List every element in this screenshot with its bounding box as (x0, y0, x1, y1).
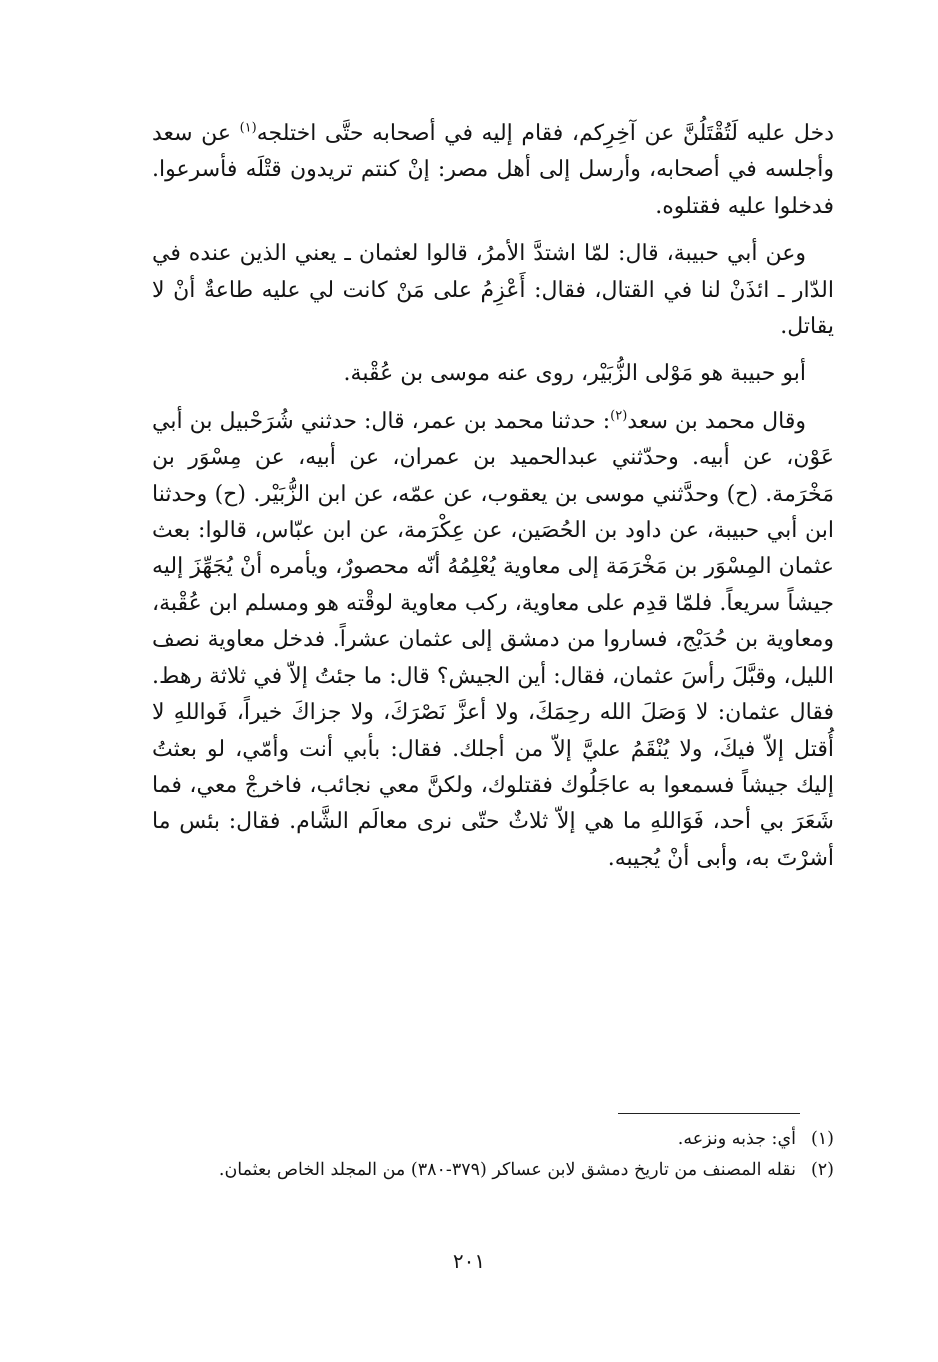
footnote-1-text: أي: جذبه ونزعه. (677, 1129, 796, 1149)
footnote-2-text: نقله المصنف من تاريخ دمشق لابن عساكر (٣٧٩-٣٨٠) من المجلد الخاص بعثمان. (218, 1160, 796, 1180)
footnote-2 (152, 1155, 834, 1186)
paragraph-4-text-b: : حدثنا محمد بن عمر، قال: حدثني شُرَحْبيل بن أبي عَوْن، عن أبيه. وحدّثني عبدالحميد بن عمران، عن أبيه، عن مِسْوَر بن مَخْرَمة. (ح) وحدَّثني موسى بن يعقوب، عن عمّه، عن ابن الزُّبَيْر. (ح) وحدثنا ابن أبي حبيبة، عن داود بن الحُصَين، عن عِكْرَمة، عن ابن عبّاس، قالوا: بعث عثمان المِسْوَر بن مَخْرَمَة إلى معاوية يُعْلِمُهُ أنّه محصورٌ، ويأمره أنْ يُجَهِّزَ إليه جيشاً سريعاً. فلمّا قدِم على معاوية، ركب معاوية لوقْته هو ومسلم ابن عُقْبة، ومعاوية بن حُدَيْج، فساروا من دمشق إلى عثمان عشراً. فدخل معاوية نصف الليل، وقبَّلَ رأسَ عثمان، فقال: أين الجيش؟ قال: ما جئتُ إلاّ في ثلاثة رهط. فقال عثمان: لا وَصَلَ الله رحِمَكَ، ولا أعزَّ نَصْرَكَ، ولا جزاكَ خيراً، فَواللهِ لا أُقتل إلاّ فيكَ، ولا يُنْقَمُ عليَّ إلاّ من أجلك. فقال: بأبي أنت وأمّي، لو بعثتُ إليك جيشاً فسمعوا به عاجَلُوك فقتلوك، ولكنَّ معي نجائب، فاخرجْ معي، فما شَعَرَ بي أحد، فَوَاللهِ ما هي إلاّ ثلاثٌ حتّى نرى معالَم الشَّام. فقال: بئس ما أشرْتَ به، وأبى أنْ يُجيبه. (152, 408, 834, 871)
main-text (152, 116, 834, 888)
paragraph-4-text-a: وقال محمد بن سعد (627, 408, 806, 434)
paragraph-1-text-a: دخل عليه لَتُقْتَلُنَّ عن آخِرِكم، فقام إليه في أصحابه حتَّى اختلجه (256, 121, 834, 146)
footnotes (152, 1124, 834, 1186)
paragraph-1 (152, 116, 834, 225)
page-number: ٢٠١ (452, 1249, 486, 1273)
footnote-ref-1: (١) (239, 120, 257, 136)
footnote-ref-2: (٢) (610, 408, 628, 424)
footnote-1-number: (١) (810, 1129, 834, 1149)
paragraph-1-text-b: عن سعد وأجلسه في أصحابه، وأرسل إلى أهل مصر: إنْ كنتم تريدون قتْلَه فأسرعوا. فدخلوا عليه فقتلوه. (152, 121, 834, 219)
footnote-2-number: (٢) (810, 1160, 834, 1180)
paragraph-3: أبو حبيبة هو مَوْلى الزُّبَيْر، روى عنه موسى بن عُقْبة. (343, 361, 806, 387)
footnote-1 (152, 1124, 834, 1155)
paragraph-4 (152, 404, 834, 877)
paragraph-2: وعن أبي حبيبة، قال: لمّا اشتدَّ الأمرُ، قالوا لعثمان ـ يعني الذين عنده في الدّار ـ ائذَنْ لنا في القتال، فقال: أَعْزِمُ على مَنْ كانت لي عليه طاعةٌ أنْ لا يقاتل. (152, 241, 834, 340)
footnote-separator (618, 1113, 800, 1114)
